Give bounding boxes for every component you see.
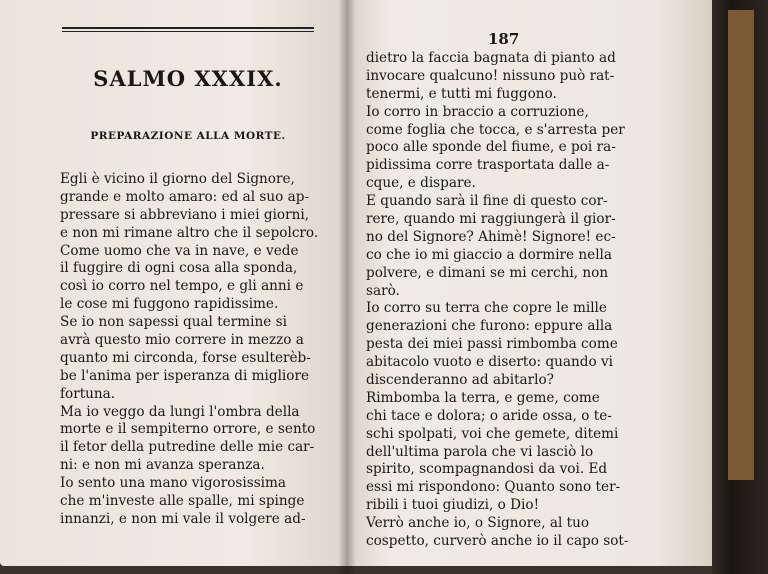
text-line: pesta dei miei passi rimbomba come	[366, 336, 618, 353]
text-line: le cose mi fuggono rapidissime.	[60, 296, 279, 313]
text-line: polvere, e dimani se mi cerchi, non	[366, 264, 609, 281]
text-line: ni: e non mi avanza speranza.	[60, 457, 265, 474]
text-line: essi mi rispondono: Quanto sono ter-	[366, 479, 621, 496]
text-line: Ma io veggo da lungi l'ombra della	[60, 403, 300, 420]
text-line: avrà questo mio correre in mezzo a	[60, 332, 304, 349]
text-line: Come uomo che va in nave, e vede	[60, 242, 299, 259]
text-line: e non mi rimane altro che il sepolcro.	[60, 224, 319, 241]
psalm-title: SALMO XXXIX.	[93, 66, 283, 91]
text-line: rere, quando mi raggiungerà il gior-	[366, 211, 616, 228]
text-line: fortuna.	[60, 385, 116, 402]
text-line: come foglia che tocca, e s'arresta per	[366, 121, 625, 138]
text-line: morte e il sempiterno orrore, e sento	[60, 421, 316, 438]
text-line: no del Signore? Ahimè! Signore! ec-	[366, 228, 616, 245]
header-rule-thin	[62, 31, 314, 32]
text-line: dietro la faccia bagnata di pianto ad	[366, 50, 616, 66]
left-page	[0, 0, 346, 566]
text-line: dell'ultima parola che vi lasciò lo	[366, 443, 594, 460]
text-line: Se io non sapessi qual termine si	[60, 314, 287, 331]
text-line: Io corro su terra che copre le mille	[366, 300, 607, 317]
text-line: che m'investe alle spalle, mi spinge	[60, 493, 305, 510]
text-line: cospetto, curverò anche io il capo sot-	[366, 533, 629, 550]
text-line: pidissima corre trasportata dalle a-	[366, 157, 610, 174]
text-line: chi tace e dolora; o aride ossa, o te-	[366, 407, 612, 424]
text-line: grande e molto amaro: ed al suo ap-	[60, 188, 310, 205]
left-page-text	[60, 171, 319, 529]
text-line: E quando sarà il fine di questo cor-	[366, 193, 608, 210]
text-line: ribili i tuoi giudizi, o Dio!	[366, 497, 540, 514]
header-rule	[62, 27, 314, 29]
text-line: co che io mi giaccio a dormire nella	[366, 246, 613, 263]
text-line: Verrò anche io, o Signore, al tuo	[366, 515, 590, 532]
text-line: be l'anima per isperanza di migliore	[60, 367, 309, 384]
page-edges	[728, 10, 754, 480]
text-line: innanzi, e non mi vale il volgere ad-	[60, 510, 306, 527]
book-gutter	[338, 0, 356, 574]
text-line: tenermi, e tutti mi fuggono.	[366, 85, 557, 102]
text-line: Egli è vicino il giorno del Signore,	[60, 171, 295, 187]
text-line: cque, e dispare.	[366, 175, 476, 192]
text-line: il fetor della putredine delle mie car-	[60, 439, 315, 456]
text-line: Io corro in braccio a corruzione,	[366, 103, 589, 120]
text-line: sarò.	[366, 282, 400, 299]
text-line: così io corro nel tempo, e gli anni e	[60, 278, 304, 295]
text-line: Rimbomba la terra, e geme, come	[366, 389, 600, 406]
text-line: discenderanno ad abitarlo?	[366, 372, 554, 389]
text-line: quanto mi circonda, forse esulterèb-	[60, 349, 311, 366]
text-line: generazioni che furono: eppure alla	[366, 318, 613, 335]
right-page-text	[366, 50, 628, 551]
text-line: invocare qualcuno! nissuno può rat-	[366, 67, 615, 84]
page-number: 187	[488, 30, 520, 48]
text-line: poco alle sponde del fiume, e poi ra-	[366, 139, 616, 156]
text-line: pressare si abbreviano i miei giorni,	[60, 206, 310, 223]
text-line: il fuggire di ogni cosa alla sponda,	[60, 260, 298, 277]
text-line: Io sento una mano vigorosissima	[60, 475, 287, 492]
text-line: abitacolo vuoto e diserto: quando vi	[366, 354, 613, 371]
text-line: schi spolpati, voi che gemete, ditemi	[366, 425, 619, 442]
psalm-subtitle: PREPARAZIONE ALLA MORTE.	[90, 130, 286, 142]
text-line: spirito, scompagnandosi da voi. Ed	[366, 461, 608, 478]
